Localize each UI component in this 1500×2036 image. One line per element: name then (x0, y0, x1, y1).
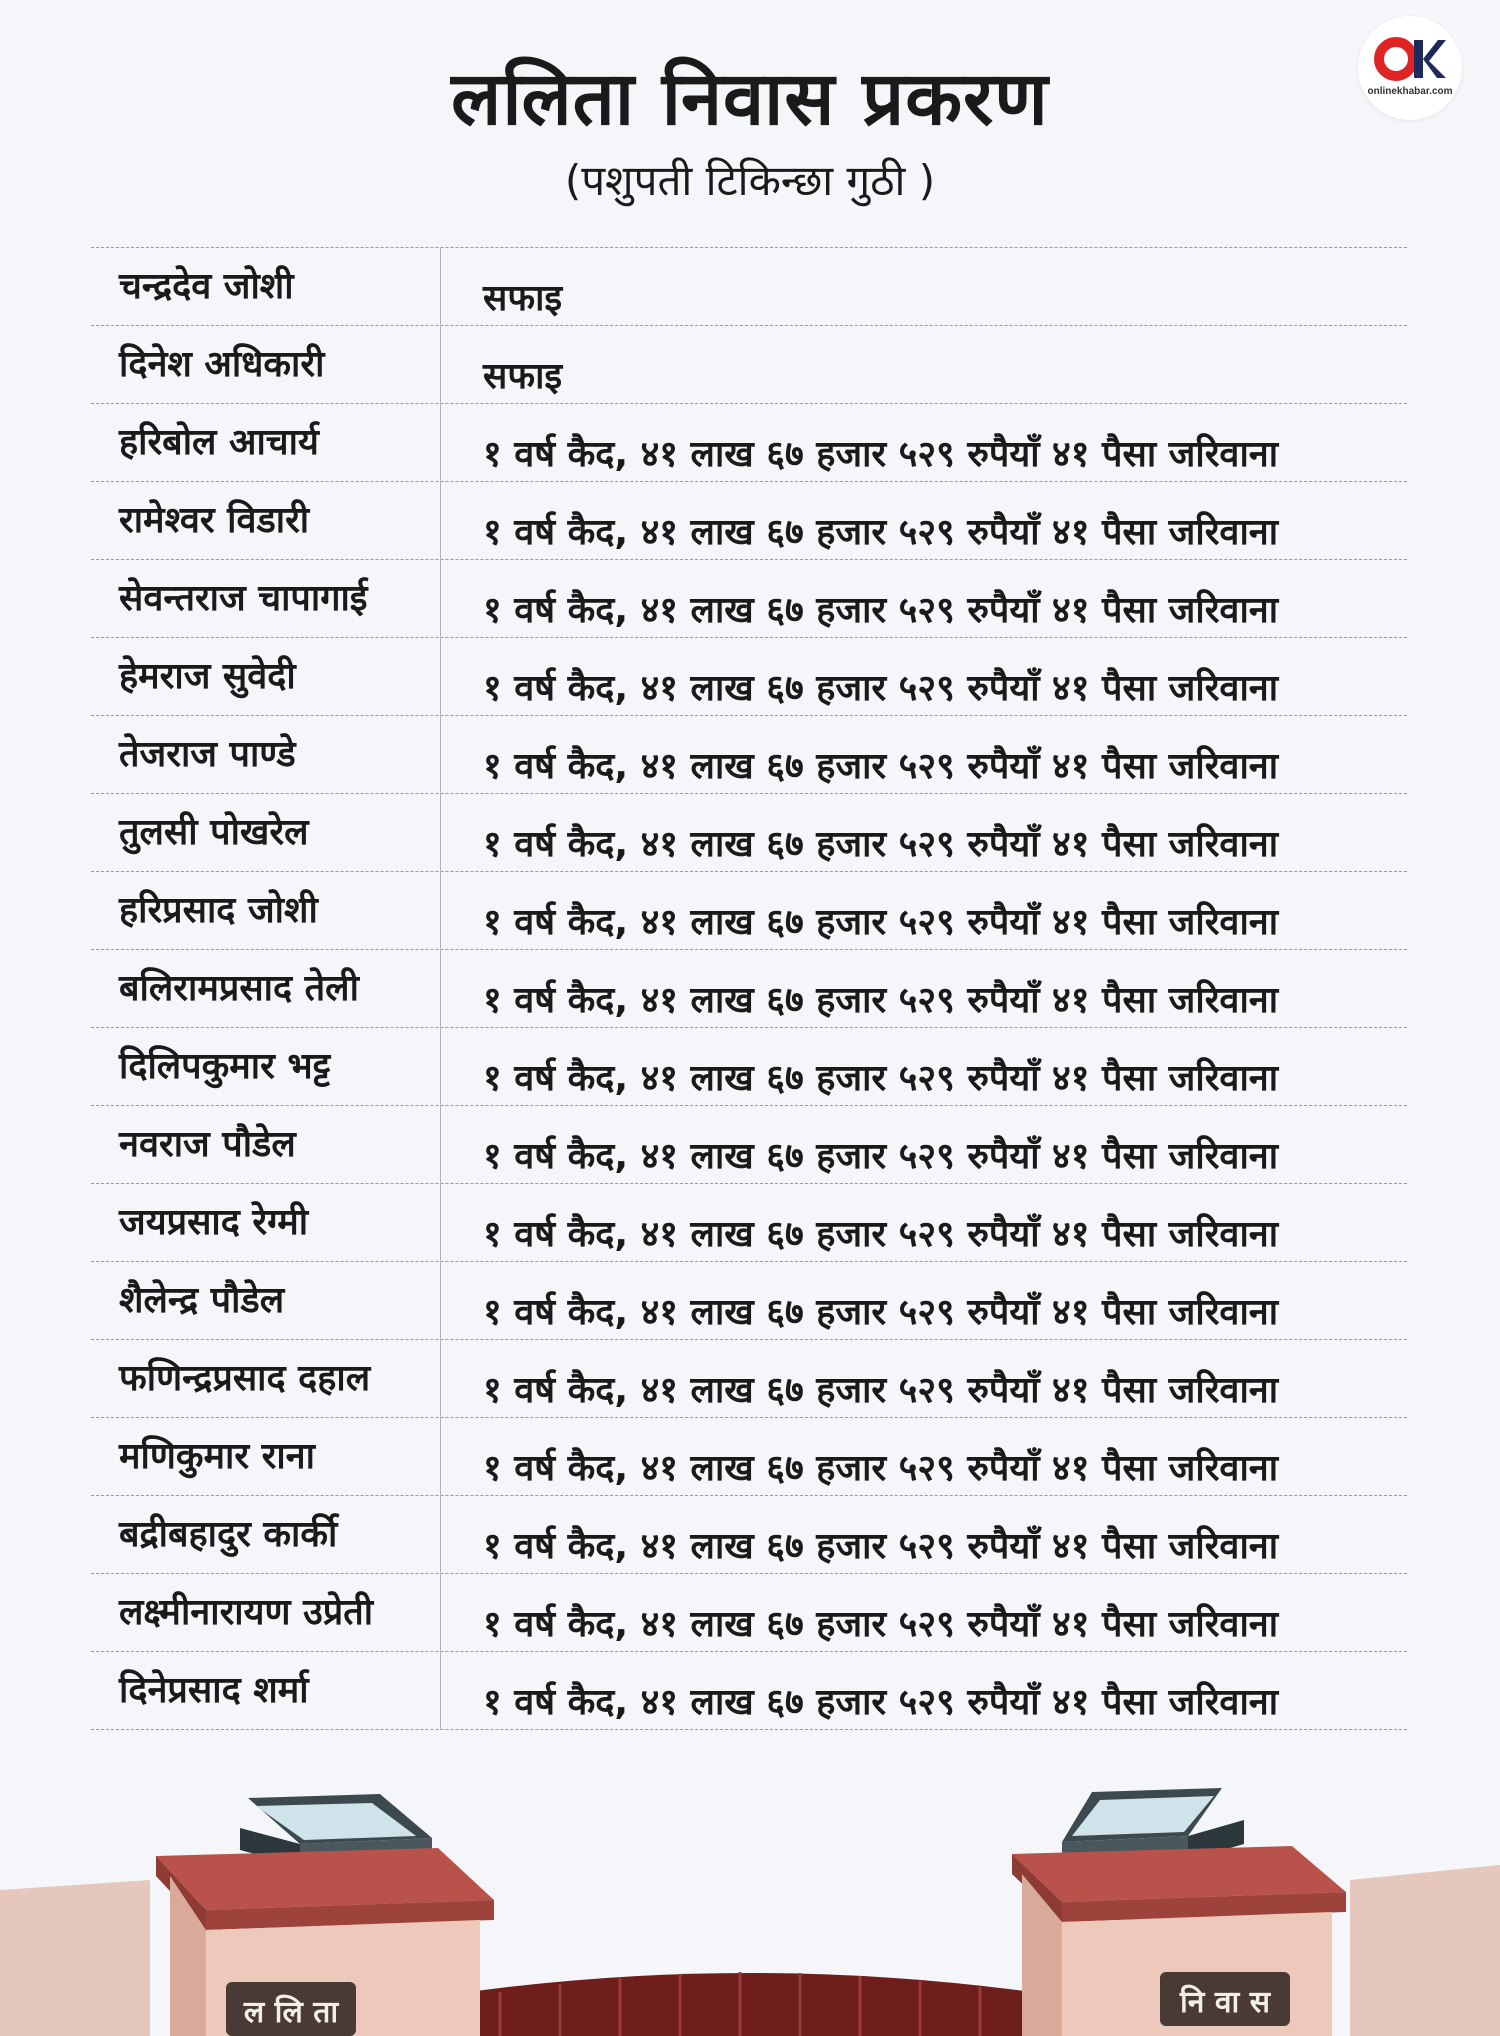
accused-name: दिनेप्रसाद शर्मा (91, 1652, 441, 1729)
accused-name: तेजराज पाण्डे (91, 716, 441, 793)
table-row (91, 1184, 1407, 1262)
accused-name: मणिकुमार राना (91, 1418, 441, 1495)
verdict-text: १ वर्ष कैद, ४१ लाख ६७ हजार ५२९ रुपैयाँ ४१ पैसा जरिवाना (483, 1058, 1279, 1099)
verdict-text: १ वर्ष कैद, ४१ लाख ६७ हजार ५२९ रुपैयाँ ४१ पैसा जरिवाना (483, 512, 1279, 553)
verdict-text: १ वर्ष कैद, ४१ लाख ६७ हजार ५२९ रुपैयाँ ४१ पैसा जरिवाना (483, 1682, 1279, 1723)
verdict-table (91, 247, 1407, 1730)
iron-gate (440, 1973, 1060, 2036)
verdict-text: १ वर्ष कैद, ४१ लाख ६७ हजार ५२९ रुपैयाँ ४१ पैसा जरिवाना (483, 668, 1279, 709)
accused-name: तुलसी पोखरेल (91, 794, 441, 871)
accused-name: दिलिपकुमार भट्ट (91, 1028, 441, 1105)
verdict-text: १ वर्ष कैद, ४१ लाख ६७ हजार ५२९ रुपैयाँ ४१ पैसा जरिवाना (483, 824, 1279, 865)
table-row (91, 1028, 1407, 1106)
verdict-text: १ वर्ष कैद, ४१ लाख ६७ हजार ५२९ रुपैयाँ ४१ पैसा जरिवाना (483, 1604, 1279, 1645)
accused-name: बलिरामप्रसाद तेली (91, 950, 441, 1027)
accused-name: फणिन्द्रप्रसाद दहाल (91, 1340, 441, 1417)
accused-name: बद्रीबहादुर कार्की (91, 1496, 441, 1573)
accused-name: लक्ष्मीनारायण उप्रेती (91, 1574, 441, 1651)
table-row (91, 326, 1407, 404)
verdict-text: १ वर्ष कैद, ४१ लाख ६७ हजार ५२९ रुपैयाँ ४१ पैसा जरिवाना (483, 1526, 1279, 1567)
table-row (91, 1496, 1407, 1574)
page-subtitle: (पशुपती टिकिन्छा गुठी ) (564, 156, 936, 205)
verdict-text: १ वर्ष कैद, ४१ लाख ६७ हजार ५२९ रुपैयाँ ४१ पैसा जरिवाना (483, 1136, 1279, 1177)
verdict-text: सफाइ (483, 278, 563, 319)
accused-name: शैलेन्द्र पौडेल (91, 1262, 441, 1339)
table-row (91, 950, 1407, 1028)
table-row (91, 794, 1407, 872)
accused-name: सेवन्तराज चापागाई (91, 560, 441, 637)
table-row (91, 482, 1407, 560)
table-row (91, 716, 1407, 794)
verdict-text: १ वर्ष कैद, ४१ लाख ६७ हजार ५२९ रुपैयाँ ४१ पैसा जरिवाना (483, 1292, 1279, 1333)
table-row (91, 1574, 1407, 1652)
verdict-text: १ वर्ष कैद, ४१ लाख ६७ हजार ५२९ रुपैयाँ ४१ पैसा जरिवाना (483, 980, 1279, 1021)
accused-name: दिनेश अधिकारी (91, 326, 441, 403)
table-row (91, 1652, 1407, 1730)
verdict-text: १ वर्ष कैद, ४१ लाख ६७ हजार ५२९ रुपैयाँ ४१ पैसा जरिवाना (483, 590, 1279, 631)
verdict-text: १ वर्ष कैद, ४१ लाख ६७ हजार ५२९ रुपैयाँ ४१ पैसा जरिवाना (483, 1448, 1279, 1489)
lalita-niwas-gate-illustration (0, 1770, 1500, 2036)
accused-name: हरिबोल आचार्य (91, 404, 441, 481)
accused-name: रामेश्वर विडारी (91, 482, 441, 559)
table-row (91, 1418, 1407, 1496)
verdict-text: १ वर्ष कैद, ४१ लाख ६७ हजार ५२९ रुपैयाँ ४१ पैसा जरिवाना (483, 1214, 1279, 1255)
page-title: ललिता निवास प्रकरण (451, 56, 1049, 142)
verdict-text: १ वर्ष कैद, ४१ लाख ६७ हजार ५२९ रुपैयाँ ४१ पैसा जरिवाना (483, 746, 1279, 787)
table-row (91, 248, 1407, 326)
table-row (91, 1340, 1407, 1418)
accused-name: हरिप्रसाद जोशी (91, 872, 441, 949)
accused-name: नवराज पौडेल (91, 1106, 441, 1183)
table-row (91, 1106, 1407, 1184)
verdict-text: १ वर्ष कैद, ४१ लाख ६७ हजार ५२९ रुपैयाँ ४१ पैसा जरिवाना (483, 1370, 1279, 1411)
left-plaque-text: ल लि ता (243, 1995, 339, 2030)
accused-name: हेमराज सुवेदी (91, 638, 441, 715)
table-row (91, 638, 1407, 716)
left-pillar (156, 1794, 494, 2036)
right-pillar (1012, 1788, 1346, 2036)
table-row (91, 872, 1407, 950)
accused-name: चन्द्रदेव जोशी (91, 248, 441, 325)
verdict-text: सफाइ (483, 356, 563, 397)
logo-text: onlinekhabar.com (1367, 86, 1453, 97)
table-row (91, 1262, 1407, 1340)
table-row (91, 560, 1407, 638)
right-plaque-text: नि वा स (1179, 1985, 1271, 2020)
accused-name: जयप्रसाद रेग्मी (91, 1184, 441, 1261)
table-row (91, 404, 1407, 482)
verdict-text: १ वर्ष कैद, ४१ लाख ६७ हजार ५२९ रुपैयाँ ४१ पैसा जरिवाना (483, 434, 1279, 475)
verdict-text: १ वर्ष कैद, ४१ लाख ६७ हजार ५२९ रुपैयाँ ४१ पैसा जरिवाना (483, 902, 1279, 943)
